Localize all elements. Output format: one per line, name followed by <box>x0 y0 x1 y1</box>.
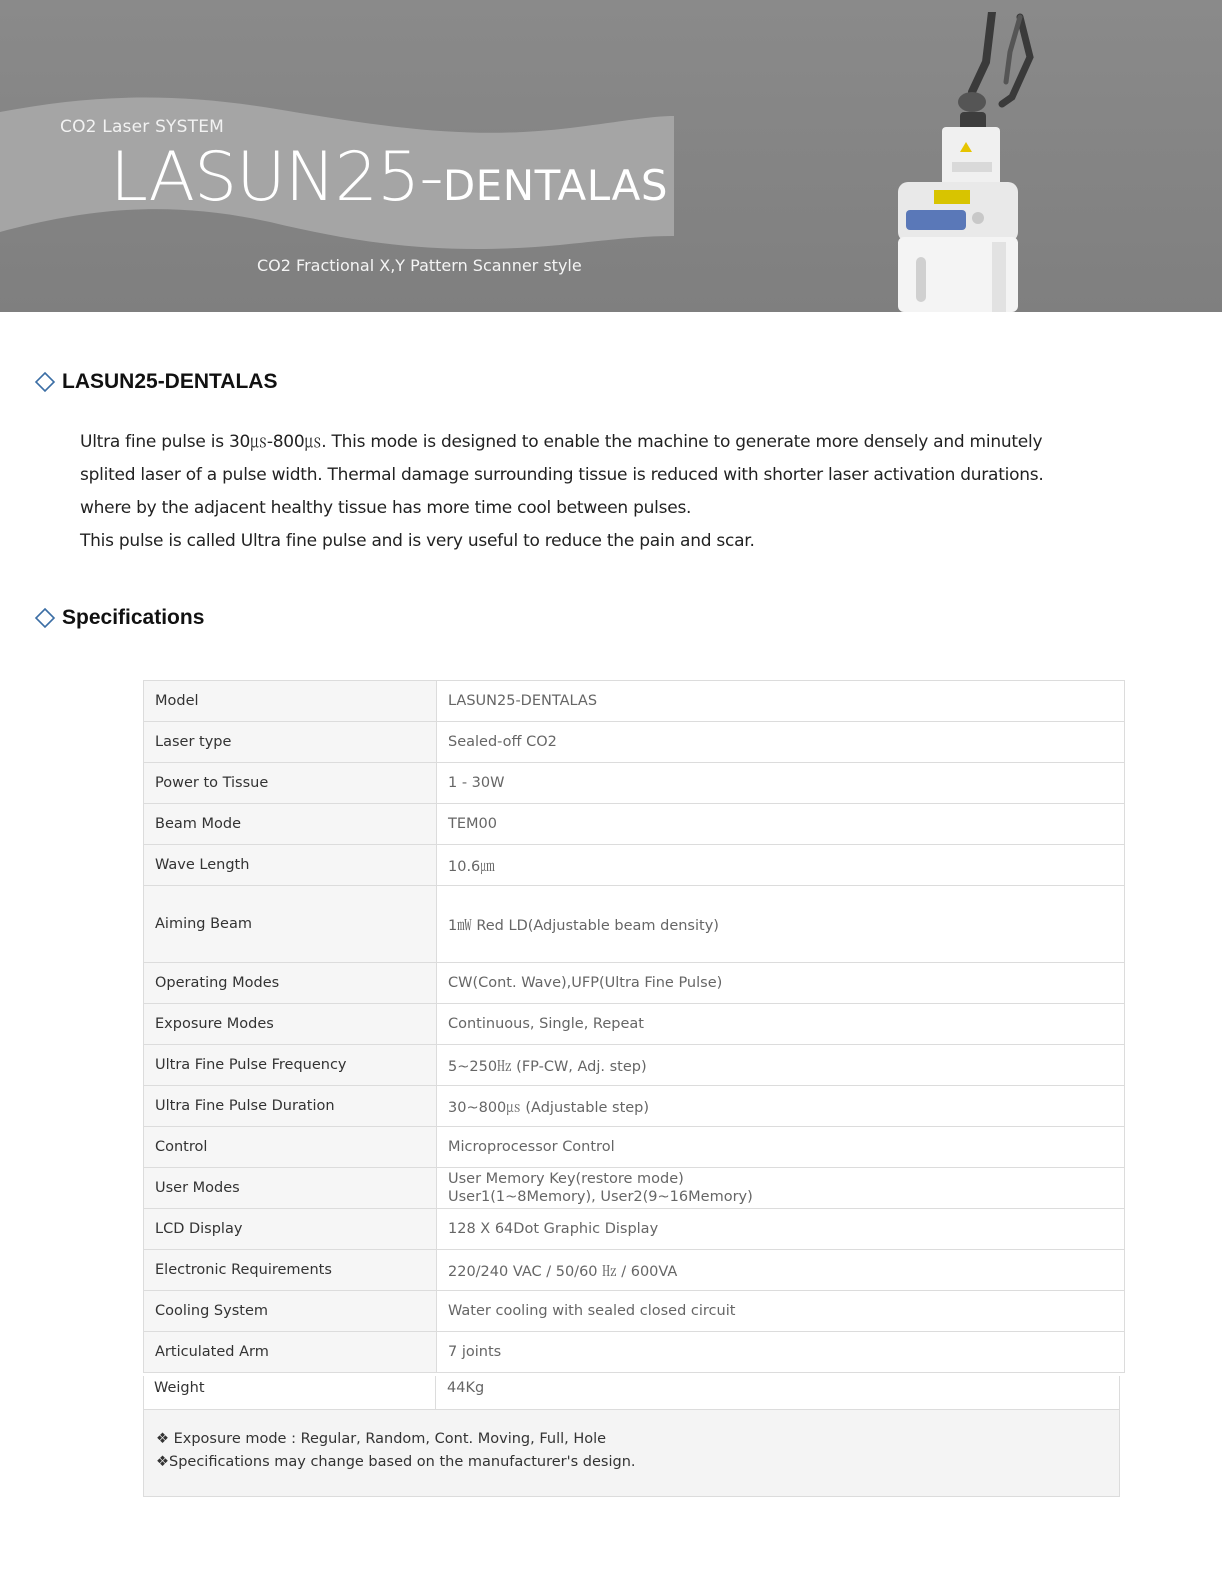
spec-label: Control <box>144 1127 437 1168</box>
banner-title-tail: DENTALAS <box>442 161 669 210</box>
table-row <box>144 1332 1125 1373</box>
banner-title <box>110 138 668 217</box>
spec-value: 10.6㎛ <box>437 845 1125 886</box>
table-row <box>144 845 1125 886</box>
spec-label: User Modes <box>144 1168 437 1209</box>
spec-label: Aiming Beam <box>144 886 437 963</box>
intro-line-3: where by the adjacent healthy tissue has more time cool between pulses. <box>80 498 692 518</box>
spec-value-multiline <box>437 1168 1125 1209</box>
spec-value: CW(Cont. Wave),UFP(Ultra Fine Pulse) <box>437 963 1125 1004</box>
spec-label: Laser type <box>144 722 437 763</box>
table-row <box>144 963 1125 1004</box>
spec-label: Weight <box>154 1380 205 1396</box>
table-row <box>144 1045 1125 1086</box>
banner-title-main: LASUN25- <box>110 138 443 217</box>
diamond-bullet-icon <box>34 607 56 629</box>
diamond-bullet-icon <box>34 371 56 393</box>
spec-label: Exposure Modes <box>144 1004 437 1045</box>
spec-label: LCD Display <box>144 1209 437 1250</box>
spec-value: Water cooling with sealed closed circuit <box>437 1291 1125 1332</box>
spec-value: LASUN25-DENTALAS <box>437 681 1125 722</box>
intro-description <box>80 426 1140 558</box>
spec-note: ❖ Exposure mode : Regular, Random, Cont. Moving, Full, Hole <box>156 1431 607 1447</box>
intro-line-2: splited laser of a pulse width. Thermal damage surrounding tissue is reduced with shorter laser activation durations. <box>80 465 1044 485</box>
banner-subtitle-bottom: CO2 Fractional X,Y Pattern Scanner style <box>257 256 582 275</box>
table-row <box>144 1127 1125 1168</box>
spec-label: Operating Modes <box>144 963 437 1004</box>
spec-label: Electronic Requirements <box>144 1250 437 1291</box>
table-row <box>144 681 1125 722</box>
spec-label: Ultra Fine Pulse Frequency <box>144 1045 437 1086</box>
spec-value: 30~800㎲ (Adjustable step) <box>437 1086 1125 1127</box>
table-row <box>144 1086 1125 1127</box>
spec-value: TEM00 <box>437 804 1125 845</box>
spec-label: Power to Tissue <box>144 763 437 804</box>
spec-value: 1㎽ Red LD(Adjustable beam density) <box>437 886 1125 963</box>
specifications-table <box>143 680 1125 1373</box>
spec-label: Articulated Arm <box>144 1332 437 1373</box>
table-row <box>144 1004 1125 1045</box>
divider <box>143 1376 144 1409</box>
intro-line-1: Ultra fine pulse is 30㎲-800㎲. This mode is designed to enable the machine to generate more densely and minutely <box>80 432 1043 452</box>
spec-value: Microprocessor Control <box>437 1127 1125 1168</box>
table-row <box>144 1209 1125 1250</box>
weight-row <box>143 1376 1120 1409</box>
spec-value: 7 joints <box>437 1332 1125 1373</box>
spec-value: 220/240 VAC / 50/60 ㎐ / 600VA <box>437 1250 1125 1291</box>
specs-heading-row <box>34 606 204 630</box>
specs-heading: Specifications <box>62 606 205 629</box>
spec-value: 1 - 30W <box>437 763 1125 804</box>
intro-heading: LASUN25-DENTALAS <box>62 370 278 393</box>
spec-value: Sealed-off CO2 <box>437 722 1125 763</box>
table-row <box>144 886 1125 963</box>
table-row <box>144 1250 1125 1291</box>
table-row <box>144 763 1125 804</box>
spec-value: 44Kg <box>447 1380 485 1396</box>
table-row <box>144 1291 1125 1332</box>
spec-note: ❖Specifications may change based on the manufacturer's design. <box>156 1454 636 1470</box>
spec-label: Beam Mode <box>144 804 437 845</box>
spec-notes-box <box>143 1409 1120 1497</box>
spec-value: Continuous, Single, Repeat <box>437 1004 1125 1045</box>
laser-device-image <box>880 12 1050 312</box>
divider <box>1119 1376 1120 1409</box>
spec-label: Ultra Fine Pulse Duration <box>144 1086 437 1127</box>
spec-label: Wave Length <box>144 845 437 886</box>
divider <box>435 1376 436 1409</box>
spec-value-line: User1(1~8Memory), User2(9~16Memory) <box>448 1189 753 1205</box>
spec-value-line: User Memory Key(restore mode) <box>448 1171 684 1187</box>
intro-line-4: This pulse is called Ultra fine pulse and is very useful to reduce the pain and scar. <box>80 531 755 551</box>
intro-heading-row <box>34 370 277 394</box>
spec-label: Cooling System <box>144 1291 437 1332</box>
spec-label: Model <box>144 681 437 722</box>
hero-banner <box>0 0 1222 312</box>
spec-value: 128 X 64Dot Graphic Display <box>437 1209 1125 1250</box>
table-row <box>144 1168 1125 1209</box>
spec-value: 5~250㎐ (FP-CW, Adj. step) <box>437 1045 1125 1086</box>
banner-subtitle-top: CO2 Laser SYSTEM <box>60 117 225 137</box>
table-row <box>144 722 1125 763</box>
table-row <box>144 804 1125 845</box>
